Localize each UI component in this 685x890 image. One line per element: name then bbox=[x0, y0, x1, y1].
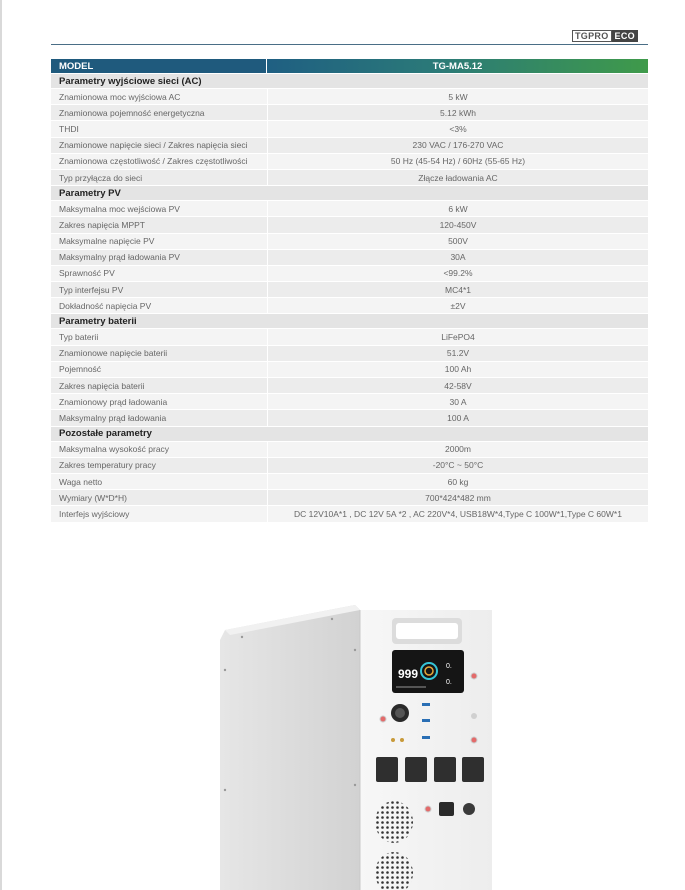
spec-label: Wymiary (W*D*H) bbox=[51, 490, 267, 505]
table-row bbox=[51, 298, 648, 313]
table-row bbox=[51, 442, 648, 457]
spec-value: MC4*1 bbox=[267, 282, 648, 297]
spec-value: 30 A bbox=[267, 394, 648, 409]
product-body bbox=[220, 605, 492, 890]
indicator-light-2 bbox=[380, 716, 386, 722]
spec-value: 42-58V bbox=[267, 378, 648, 393]
section-header-row bbox=[51, 314, 648, 328]
table-row bbox=[51, 250, 648, 265]
spec-label: Znamionowa moc wyjściowa AC bbox=[51, 89, 267, 104]
spec-value: <99.2% bbox=[267, 266, 648, 281]
logo-left-text: TGPRO bbox=[572, 30, 612, 42]
spec-label: Zakres temperatury pracy bbox=[51, 458, 267, 473]
spec-value: 60 kg bbox=[267, 474, 648, 489]
spec-label: Maksymalny prąd ładowania PV bbox=[51, 250, 267, 265]
display-left-digits: 999 bbox=[398, 667, 419, 681]
spec-label: Maksymalna moc wejściowa PV bbox=[51, 201, 267, 216]
spec-label: Typ interfejsu PV bbox=[51, 282, 267, 297]
model-header-value: TG-MA5.12 bbox=[267, 59, 648, 73]
spec-label: Pojemność bbox=[51, 362, 267, 377]
section-header-row bbox=[51, 427, 648, 441]
spec-label: Znamionowe napięcie baterii bbox=[51, 346, 267, 361]
spec-value: 6 kW bbox=[267, 201, 648, 216]
display-right-bottom: 0. bbox=[446, 679, 452, 686]
spec-label: Dokładność napięcia PV bbox=[51, 298, 267, 313]
table-row bbox=[51, 346, 648, 361]
spec-value: ±2V bbox=[267, 298, 648, 313]
spec-value: LiFePO4 bbox=[267, 329, 648, 344]
table-row bbox=[51, 490, 648, 505]
table-row bbox=[51, 266, 648, 281]
table-row bbox=[51, 138, 648, 153]
spec-value: 100 A bbox=[267, 410, 648, 425]
model-header-label: MODEL bbox=[51, 59, 267, 73]
table-row bbox=[51, 474, 648, 489]
spec-table bbox=[51, 58, 648, 523]
spec-value: -20°C ~ 50°C bbox=[267, 458, 648, 473]
spec-value: 100 Ah bbox=[267, 362, 648, 377]
spec-value: 2000m bbox=[267, 442, 648, 457]
table-row bbox=[51, 201, 648, 216]
section-title: Parametry PV bbox=[51, 186, 648, 200]
page-edge bbox=[0, 0, 2, 890]
product-image bbox=[220, 605, 500, 890]
spec-value: 50 Hz (45-54 Hz) / 60Hz (55-65 Hz) bbox=[267, 154, 648, 169]
ac-input-socket bbox=[439, 802, 454, 816]
lcd-display bbox=[392, 650, 464, 693]
spec-label: Znamionowe napięcie sieci / Zakres napięcia sieci bbox=[51, 138, 267, 153]
table-row bbox=[51, 458, 648, 473]
spec-label: Znamionowy prąd ładowania bbox=[51, 394, 267, 409]
spec-value: 120-450V bbox=[267, 217, 648, 232]
spec-label: THDI bbox=[51, 121, 267, 136]
spec-value: 5.12 kWh bbox=[267, 105, 648, 120]
spec-label: Zakres napięcia MPPT bbox=[51, 217, 267, 232]
spec-label: Maksymalne napięcie PV bbox=[51, 234, 267, 249]
section-title: Parametry wyjściowe sieci (AC) bbox=[51, 74, 648, 88]
table-row bbox=[51, 170, 648, 185]
table-row bbox=[51, 105, 648, 120]
table-row bbox=[51, 121, 648, 136]
table-row bbox=[51, 217, 648, 232]
section-title: Parametry baterii bbox=[51, 314, 648, 328]
logo-right-text: ECO bbox=[612, 30, 638, 42]
table-row bbox=[51, 506, 648, 521]
indicator-light-1 bbox=[471, 673, 477, 679]
table-row bbox=[51, 378, 648, 393]
table-row bbox=[51, 410, 648, 425]
spec-label: Typ baterii bbox=[51, 329, 267, 344]
section-title: Pozostałe parametry bbox=[51, 427, 648, 441]
table-row bbox=[51, 89, 648, 104]
table-row bbox=[51, 282, 648, 297]
spec-label: Znamionowa częstotliwość / Zakres częstotliwości bbox=[51, 154, 267, 169]
spec-value: 230 VAC / 176-270 VAC bbox=[267, 138, 648, 153]
spec-label: Zakres napięcia baterii bbox=[51, 378, 267, 393]
header-divider bbox=[51, 44, 648, 45]
table-row bbox=[51, 154, 648, 169]
spec-value: DC 12V10A*1 , DC 12V 5A *2 , AC 220V*4, USB18W*4,Type C 100W*1,Type C 60W*1 bbox=[267, 506, 648, 521]
spec-label: Maksymalny prąd ładowania bbox=[51, 410, 267, 425]
brand-logo bbox=[572, 30, 638, 42]
spec-label: Sprawność PV bbox=[51, 266, 267, 281]
table-row bbox=[51, 394, 648, 409]
table-row bbox=[51, 234, 648, 249]
spec-value: 5 kW bbox=[267, 89, 648, 104]
spec-value: <3% bbox=[267, 121, 648, 136]
spec-label: Typ przyłącza do sieci bbox=[51, 170, 267, 185]
spec-value: Złącze ładowania AC bbox=[267, 170, 648, 185]
carry-handle bbox=[392, 618, 462, 644]
spec-label: Waga netto bbox=[51, 474, 267, 489]
spec-label: Interfejs wyjściowy bbox=[51, 506, 267, 521]
spec-label: Maksymalna wysokość pracy bbox=[51, 442, 267, 457]
table-row bbox=[51, 329, 648, 344]
table-row bbox=[51, 362, 648, 377]
display-right-top: 0. bbox=[446, 663, 452, 670]
table-header-row bbox=[51, 59, 648, 73]
spec-label: Znamionowa pojemność energetyczna bbox=[51, 105, 267, 120]
spec-value: 30A bbox=[267, 250, 648, 265]
section-header-row bbox=[51, 74, 648, 88]
spec-value: 51.2V bbox=[267, 346, 648, 361]
spec-table-body bbox=[51, 74, 648, 522]
section-header-row bbox=[51, 186, 648, 200]
spec-value: 700*424*482 mm bbox=[267, 490, 648, 505]
spec-value: 500V bbox=[267, 234, 648, 249]
